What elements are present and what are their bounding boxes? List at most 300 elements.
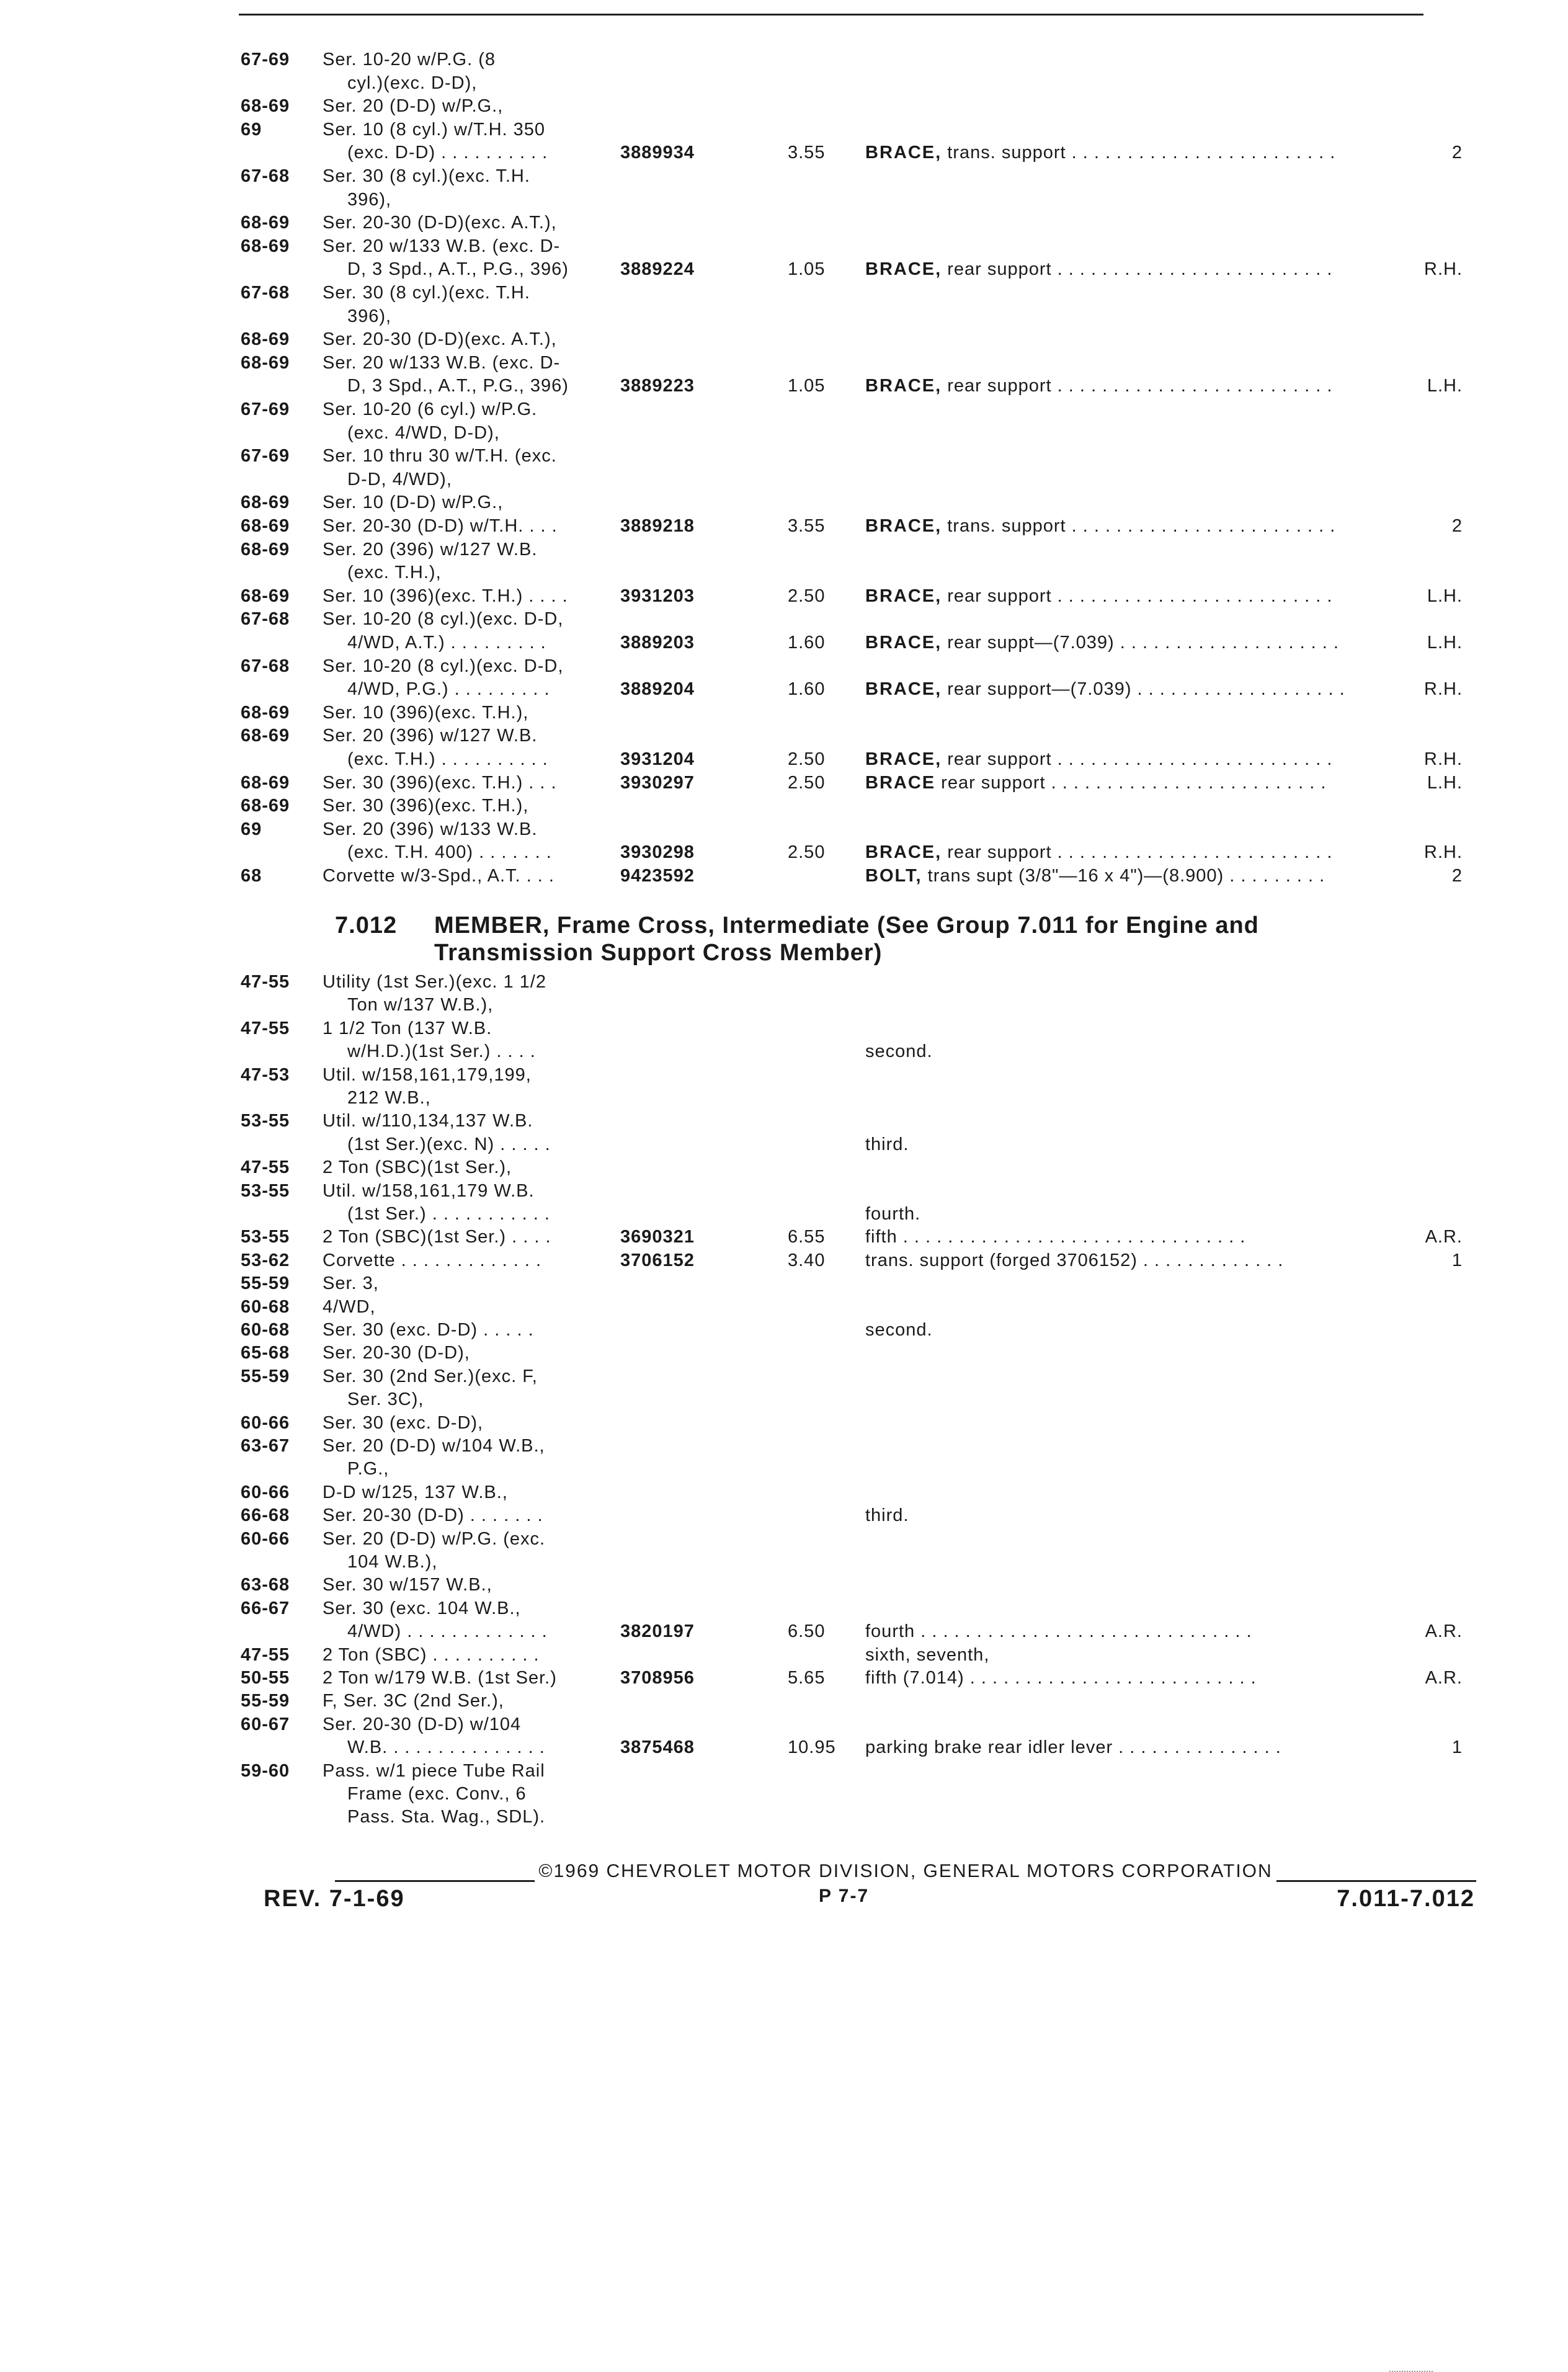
application: Ser. 10 (396)(exc. T.H.), [323,702,529,723]
description [865,1249,1283,1272]
table-row [0,1388,1568,1413]
table-row [0,678,1568,703]
model-years: 53-55 [241,1111,290,1131]
model-years: 65-68 [241,1343,290,1363]
quantity: A.R. [1425,1621,1463,1642]
application: Ser. 3, [323,1273,379,1294]
part-number: 3889204 [620,679,695,700]
description [865,1133,909,1156]
application: Ser. 20 (396) w/127 W.B. [323,539,538,560]
table-row [0,1458,1568,1483]
table-row [0,1040,1568,1065]
part-number: 3930297 [620,772,695,793]
table-row [0,1528,1568,1553]
footer-rule-left [335,1869,535,1882]
quantity: 2 [1451,866,1463,886]
application: 104 W.B.), [347,1552,438,1572]
table-row [0,1574,1568,1598]
model-years: 68-69 [241,586,290,606]
table-row [0,48,1568,73]
table-row [0,305,1568,330]
model-years: 68-69 [241,702,290,723]
table-row [0,1504,1568,1529]
application: Ser. 20 (396) w/127 W.B. [323,726,538,746]
table-row [0,1412,1568,1437]
copyright-text: ©1969 CHEVROLET MOTOR DIVISION, GENERAL MOTORS CORPORATION [538,1861,1273,1881]
price: 1.05 [788,376,826,396]
quantity: 1 [1451,1250,1463,1270]
application: (exc. D-D) . . . . . . . . . . [347,143,548,163]
quantity: L.H. [1427,633,1463,653]
model-years: 53-55 [241,1180,290,1201]
table-row [0,212,1568,236]
description [865,1040,933,1063]
table-row [0,1435,1568,1460]
model-years: 59-60 [241,1760,290,1781]
table-row [0,422,1568,447]
description-text: rear suppt—(7.039) . . . . . . . . . . . . . . . . . . . . [942,633,1339,653]
part-number: 3889934 [620,143,695,163]
application: D, 3 Spd., A.T., P.G., 396) [347,259,569,280]
application: Ser. 30 (exc. D-D) . . . . . [323,1320,534,1340]
application: D-D, 4/WD), [347,469,452,489]
application: 4/WD, [323,1296,376,1317]
quantity: R.H. [1424,679,1463,700]
model-years: 47-55 [241,972,290,992]
quantity: A.R. [1425,1668,1463,1688]
part-number: 3931204 [620,749,695,769]
application: Ser. 30 (396)(exc. T.H.) . . . [323,772,557,793]
description-text: trans supt (3/8"—16 x 4")—(8.900) . . . . . . . . . [922,866,1325,886]
table-row [0,141,1568,166]
model-years: 68 [241,866,262,886]
price: 2.50 [788,586,826,606]
table-row [0,865,1568,890]
application: Ser. 20 (D-D) w/104 W.B., [323,1436,545,1456]
model-years: 69 [241,819,262,839]
table-row [0,1249,1568,1274]
model-years: 60-66 [241,1412,290,1433]
part-number: 3889223 [620,376,695,396]
application: (exc. T.H. 400) . . . . . . . [347,842,552,863]
group-range: 7.011-7.012 [1337,1886,1475,1912]
application: Ser. 20-30 (D-D) w/T.H. . . . [323,516,558,536]
model-years: 68-69 [241,539,290,560]
table-row [0,818,1568,843]
part-number: 9423592 [620,866,695,886]
table-row [0,1736,1568,1761]
table-row [0,971,1568,996]
table-row [0,165,1568,190]
table-row [0,1203,1568,1228]
table-row [0,515,1568,540]
price: 10.95 [788,1737,836,1758]
footer [0,1886,1568,1917]
table-row [0,994,1568,1019]
application: 4/WD, A.T.) . . . . . . . . . [347,633,546,653]
description-text: rear support . . . . . . . . . . . . . . . . . . . . . . . . . [942,586,1333,606]
description-text: rear support . . . . . . . . . . . . . . . . . . . . . . . . . [942,259,1333,280]
table-row [0,95,1568,120]
table-row [0,1806,1568,1830]
part-name: BRACE, [865,259,942,280]
quantity: L.H. [1427,586,1463,606]
price: 6.50 [788,1621,826,1642]
model-years: 67-69 [241,399,290,419]
table-row [0,1017,1568,1042]
part-number: 3708956 [620,1668,695,1688]
description-text: third. [865,1505,909,1526]
application: Corvette w/3-Spd., A.T. . . . [323,866,555,886]
application: 4/WD) . . . . . . . . . . . . . [347,1621,548,1642]
table-row [0,702,1568,726]
model-years: 68-69 [241,493,290,513]
description-text: trans. support (forged 3706152) . . . . . . . . . . . . . [865,1250,1284,1270]
application: (1st Ser.)(exc. N) . . . . . [347,1134,551,1154]
application: Ser. 30 (exc. D-D), [323,1412,484,1433]
table-row [0,608,1568,633]
part-name: BRACE [865,772,936,793]
description-text: fifth (7.014) . . . . . . . . . . . . . . . . . . . . . . . . . . [865,1668,1257,1688]
model-years: 60-66 [241,1482,290,1502]
price: 3.55 [788,143,826,163]
price: 3.40 [788,1250,826,1270]
table-row [0,795,1568,819]
table-row [0,328,1568,353]
description [865,1203,920,1225]
model-years: 69 [241,119,262,140]
model-years: 68-69 [241,516,290,536]
group-title-continued: Transmission Support Cross Member) [434,940,883,966]
application: Ser. 30 (exc. 104 W.B., [323,1598,521,1618]
footer-rule-right [1276,1869,1476,1882]
description-text: sixth, seventh, [865,1644,990,1665]
application: Ser. 10 (396)(exc. T.H.) . . . . [323,586,568,606]
part-name: BRACE, [865,749,942,769]
table-row [0,585,1568,610]
table-row [0,725,1568,749]
quantity: A.R. [1425,1227,1463,1247]
description [865,1319,933,1341]
description-text: second. [865,1320,933,1340]
part-number: 3820197 [620,1621,695,1642]
table-row [0,72,1568,97]
application: Ser. 10 (8 cyl.) w/T.H. 350 [323,119,546,140]
table-row [0,841,1568,866]
application: Ser. 20 w/133 W.B. (exc. D- [323,236,561,256]
part-name: BRACE, [865,842,942,863]
table-row [0,1667,1568,1692]
model-years: 53-55 [241,1227,290,1247]
table-row [0,1783,1568,1808]
application: Util. w/110,134,137 W.B. [323,1111,533,1131]
application: F, Ser. 3C (2nd Ser.), [323,1691,504,1711]
price: 5.65 [788,1668,826,1688]
application: Ser. 3C), [347,1389,424,1410]
application: Ser. 10-20 w/P.G. (8 [323,50,496,69]
table-row [0,491,1568,516]
model-years: 47-55 [241,1157,290,1178]
application: Pass. w/1 piece Tube Rail [323,1760,545,1781]
model-years: 47-55 [241,1644,290,1665]
description [865,1504,909,1527]
application: (1st Ser.) . . . . . . . . . . . [347,1204,550,1224]
application: Ser. 20-30 (D-D), [323,1343,470,1363]
description [865,1736,1281,1759]
application: Ser. 10 (D-D) w/P.G., [323,493,504,513]
description-text: fourth. [865,1204,921,1224]
model-years: 68-69 [241,96,290,117]
application: 2 Ton (SBC) . . . . . . . . . . [323,1644,540,1665]
table-row [0,1272,1568,1297]
part-number: 3875468 [620,1737,695,1758]
table-row [0,1296,1568,1321]
application: Util. w/158,161,179 W.B. [323,1180,535,1201]
application: Ser. 30 w/157 W.B., [323,1575,492,1595]
description [865,375,1332,397]
table-row [0,282,1568,306]
application: Pass. Sta. Wag., SDL). [347,1807,546,1827]
table-row [0,1226,1568,1251]
table-row [0,352,1568,377]
table-row [0,1481,1568,1506]
table-row [0,398,1568,423]
application: 2 Ton (SBC)(1st Ser.), [323,1157,512,1178]
application: Ser. 10 thru 30 w/T.H. (exc. [323,446,557,466]
table-row [0,561,1568,586]
model-years: 47-53 [241,1064,290,1085]
model-years: 66-68 [241,1505,290,1526]
copyright-line [335,1861,1476,1882]
table-row [0,1342,1568,1367]
model-years: 68-69 [241,213,290,233]
description-text: parking brake rear idler lever . . . . . . . . . . . . . . . [865,1737,1281,1758]
application: 2 Ton w/179 W.B. (1st Ser.) [323,1668,557,1688]
quantity: R.H. [1424,842,1463,863]
application: Corvette . . . . . . . . . . . . . [323,1250,542,1270]
table-row [0,189,1568,213]
revision-date: REV. 7-1-69 [264,1886,405,1912]
model-years: 68-69 [241,796,290,816]
model-years: 55-59 [241,1366,290,1386]
application: 396), [347,189,392,210]
description-text: rear support . . . . . . . . . . . . . . . . . . . . . . . . . [942,842,1333,863]
application: Ser. 30 (8 cyl.)(exc. T.H. [323,283,530,303]
table-row [0,1064,1568,1089]
description [865,515,1335,537]
application: Ser. 20 (D-D) w/P.G. (exc. [323,1528,546,1549]
price: 3.55 [788,516,826,536]
price: 1.60 [788,679,826,700]
description-text: trans. support . . . . . . . . . . . . . . . . . . . . . . . . [942,143,1336,163]
price: 2.50 [788,842,826,863]
part-number: 3706152 [620,1250,695,1270]
application: Ser. 20-30 (D-D) . . . . . . . [323,1505,543,1526]
application: Ser. 30 (8 cyl.)(exc. T.H. [323,166,530,186]
application: Ser. 30 (396)(exc. T.H.), [323,796,529,816]
part-name: BRACE, [865,143,942,163]
table-row [0,258,1568,283]
description-text: third. [865,1134,909,1154]
description-text: rear support . . . . . . . . . . . . . . . . . . . . . . . . . [942,749,1333,769]
model-years: 50-55 [241,1668,290,1688]
table-row [0,1133,1568,1158]
part-number: 3931203 [620,586,695,606]
description-text: fourth . . . . . . . . . . . . . . . . . . . . . . . . . . . . . . [865,1621,1252,1642]
part-number: 3889218 [620,516,695,536]
table-row [0,1690,1568,1714]
description [865,631,1339,654]
table-row [0,1620,1568,1645]
table-row [0,1319,1568,1344]
description-text: second. [865,1041,933,1062]
application: D-D w/125, 137 W.B., [323,1482,508,1502]
top-rule [239,14,1423,16]
application: Ser. 30 (2nd Ser.)(exc. F, [323,1366,538,1386]
group-number: 7.012 [335,912,398,939]
model-years: 63-68 [241,1575,290,1595]
description [865,1644,989,1666]
application: Util. w/158,161,179,199, [323,1064,532,1085]
application: Ser. 20 (D-D) w/P.G., [323,96,504,117]
application: (exc. T.H.) . . . . . . . . . . [347,749,548,769]
model-years: 67-69 [241,50,290,69]
model-years: 60-66 [241,1528,290,1549]
quantity: 2 [1451,516,1463,536]
model-years: 47-55 [241,1018,290,1038]
application: Utility (1st Ser.)(exc. 1 1/2 [323,972,546,992]
quantity: R.H. [1424,259,1463,280]
description [865,1620,1252,1643]
description-text: rear support . . . . . . . . . . . . . . . . . . . . . . . . . [935,772,1327,793]
quantity: L.H. [1427,772,1463,793]
quantity: 2 [1451,143,1463,163]
model-years: 68-69 [241,329,290,350]
table-row [0,538,1568,563]
part-name: BOLT, [865,866,922,886]
page-number: P 7-7 [819,1886,870,1906]
description [865,258,1332,280]
table-row [0,1760,1568,1785]
application: 4/WD, P.G.) . . . . . . . . . [347,679,550,700]
price: 1.60 [788,633,826,653]
part-name: BRACE, [865,516,942,536]
model-years: 60-68 [241,1320,290,1340]
description [865,585,1332,607]
table-row [0,1365,1568,1390]
table-row [0,631,1568,656]
description [865,865,1325,887]
application: Ser. 20-30 (D-D)(exc. A.T.), [323,213,557,233]
model-years: 60-68 [241,1296,290,1317]
model-years: 55-59 [241,1273,290,1294]
table-row [0,1180,1568,1205]
application: Frame (exc. Conv., 6 [347,1784,527,1804]
table-row [0,118,1568,143]
group-heading [335,912,1259,966]
table-row [0,748,1568,773]
table-row [0,1110,1568,1135]
table-row [0,1713,1568,1738]
application: W.B. . . . . . . . . . . . . . . [347,1737,545,1758]
price: 6.55 [788,1227,826,1247]
model-years: 67-68 [241,283,290,303]
description [865,841,1332,863]
description [865,141,1335,164]
table-row [0,772,1568,796]
model-years: 60-67 [241,1714,290,1734]
description-text: fifth . . . . . . . . . . . . . . . . . . . . . . . . . . . . . . . [865,1227,1246,1247]
part-number: 3889203 [620,633,695,653]
quantity: 1 [1451,1737,1463,1758]
part-name: BRACE, [865,376,942,396]
description [865,1667,1257,1689]
table-row [0,1087,1568,1112]
table-row [0,1597,1568,1622]
table-row [0,445,1568,470]
table-row [0,655,1568,680]
application: (exc. T.H.), [347,563,442,583]
application: Ser. 20 (396) w/133 W.B. [323,819,538,839]
application: D, 3 Spd., A.T., P.G., 396) [347,376,569,396]
table-row [0,235,1568,260]
model-years: 63-67 [241,1436,290,1456]
model-years: 53-62 [241,1250,290,1270]
application: (exc. 4/WD, D-D), [347,422,500,443]
application: Ser. 20-30 (D-D) w/104 [323,1714,522,1734]
application: w/H.D.)(1st Ser.) . . . . [347,1041,536,1062]
application: cyl.)(exc. D-D), [347,73,478,93]
table-row [0,468,1568,493]
application: Ser. 10-20 (8 cyl.)(exc. D-D, [323,609,564,630]
application: 212 W.B., [347,1088,431,1108]
description-text: trans. support . . . . . . . . . . . . . . . . . . . . . . . . [942,516,1336,536]
application: Ser. 10-20 (8 cyl.)(exc. D-D, [323,656,564,676]
model-years: 67-68 [241,166,290,186]
description [865,748,1332,770]
model-years: 55-59 [241,1691,290,1711]
table-row [0,1644,1568,1669]
model-years: 66-67 [241,1598,290,1618]
model-years: 68-69 [241,726,290,746]
model-years: 68-69 [241,236,290,256]
model-years: 68-69 [241,352,290,373]
application: Ser. 20 w/133 W.B. (exc. D- [323,352,561,373]
group-title: MEMBER, Frame Cross, Intermediate (See Group 7.011 for Engine and [434,912,1259,939]
table-row [0,1156,1568,1181]
model-years: 68-69 [241,772,290,793]
table-row [0,375,1568,399]
application: 2 Ton (SBC)(1st Ser.) . . . . [323,1227,551,1247]
model-years: 67-69 [241,446,290,466]
part-number: 3889224 [620,259,695,280]
table-row [0,1551,1568,1576]
description [865,772,1326,794]
description [865,678,1345,700]
quantity: R.H. [1424,749,1463,769]
model-years: 67-68 [241,656,290,676]
price: 1.05 [788,259,826,280]
application: Ser. 20-30 (D-D)(exc. A.T.), [323,329,557,350]
description-text: rear support . . . . . . . . . . . . . . . . . . . . . . . . . [942,376,1333,396]
application: 1 1/2 Ton (137 W.B. [323,1018,492,1038]
application: Ser. 10-20 (6 cyl.) w/P.G. [323,399,538,419]
application: Ton w/137 W.B.), [347,995,494,1015]
application: P.G., [347,1459,390,1479]
part-number: 3930298 [620,842,695,863]
description-text: rear support—(7.039) . . . . . . . . . . . . . . . . . . . [942,679,1345,700]
part-name: BRACE, [865,586,942,606]
